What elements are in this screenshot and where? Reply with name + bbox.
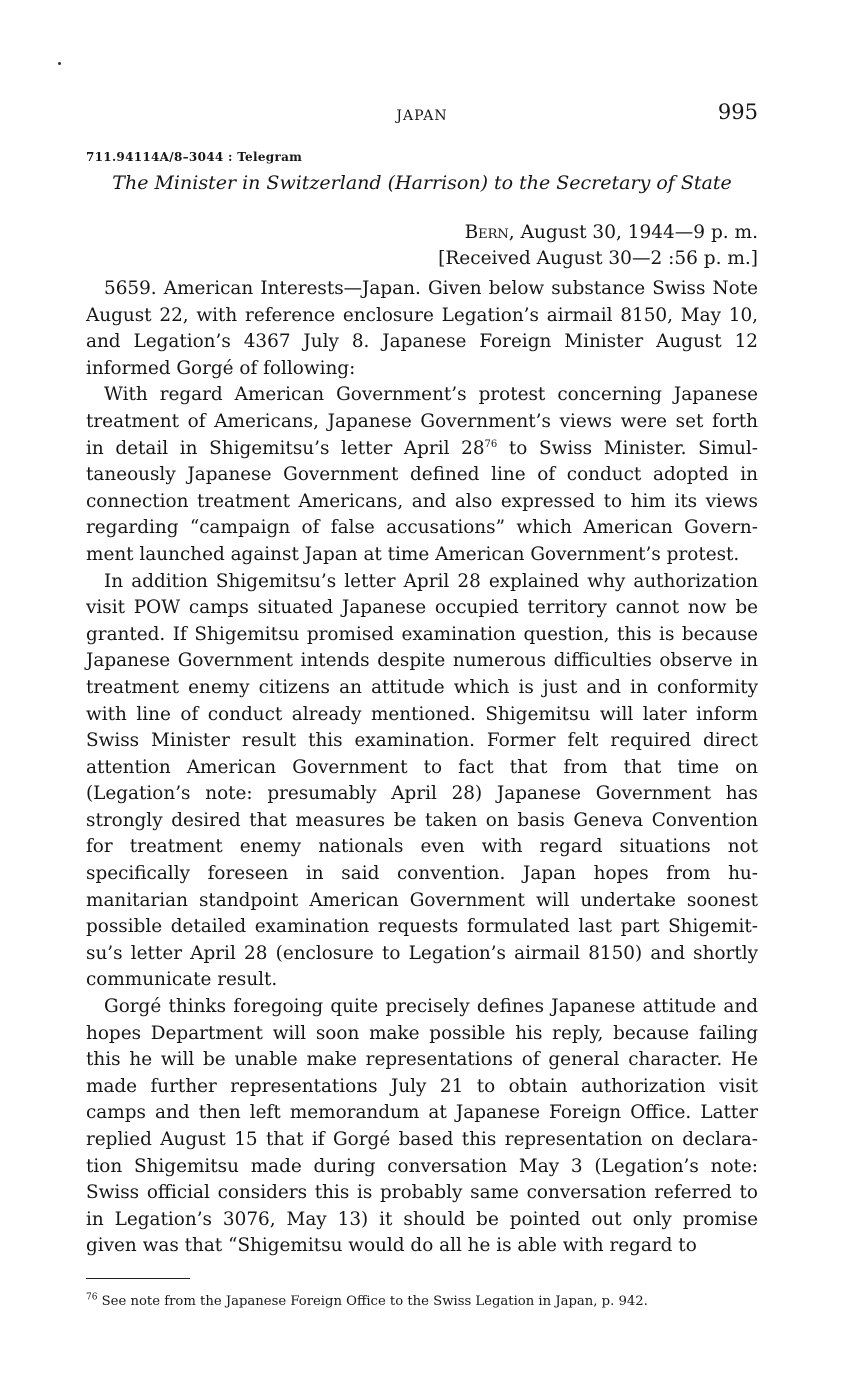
dateline-date: August 30, 1944—9 p. m.: [514, 222, 758, 243]
dateline-received: [Received August 30—2 :56 p. m.]: [438, 248, 758, 269]
dateline: [438, 220, 758, 272]
document-heading: The Minister in Switzerland (Harrison) to the Secretary of State: [112, 172, 732, 194]
paragraph-2: [86, 382, 758, 568]
paragraph-4: Gorgé thinks foregoing quite precisely defines Japanese attitude and hopes Department will soon make possible his reply, because failing this he will be unable make representations of general character. He made further representations July 21 to obtain authorization visit camps and then left memorandum at Japanese Foreign Office. Latter replied August 15 that if Gorgé based this representation on declaration Shigemitsu made during conversation May 3 (Legation’s note: Swiss official considers this is probably same conversation referred to in Legation’s 3076, May 13) it should be pointed out only promise given was that “Shigemitsu would do all he is able with regard to: [86, 996, 758, 1257]
footnote: [86, 1293, 758, 1310]
running-title: JAPAN: [396, 108, 448, 124]
paragraph-2-part-2: to Swiss Minister. Simultaneously Japanese Government defined line of conduct adopted in connection treatment Americans, and also expressed to him its views regarding “campaign of false accusations” which American Government launched against Japan at time American Government’s protest.: [86, 437, 758, 565]
footnote-mark: 76: [86, 1292, 98, 1303]
page-number: 995: [717, 100, 758, 124]
file-reference: 711.94114A/8–3044 : Telegram: [86, 150, 303, 164]
dateline-sent: [438, 220, 758, 246]
telegram-body: [86, 276, 758, 1260]
dateline-place: Bern,: [464, 222, 515, 243]
running-head: [86, 100, 758, 132]
paragraph-3: In addition Shigemitsu’s letter April 28 explained why authorization visit POW camps situated Japanese occupied territory cannot now be granted. If Shigemitsu promised examination question, this is because Japanese Government intends despite numerous difficulties observe in treatment enemy citizens an attitude which is just and in conformity with line of conduct already mentioned. Shigemitsu will later inform Swiss Minister result this examination. Former felt required direct attention American Government to fact that from that time on (Legation’s note: presumably April 28) Japanese Government has strongly desired that measures be taken on basis Geneva Convention for treatment enemy nationals even with regard situations not specifically foreseen in said convention. Japan hopes from humanitarian standpoint American Government will undertake soonest possible detailed examination requests formulated last part Shigemitsu’s letter April 28 (enclosure to Legation’s airmail 8150) and shortly communicate result.: [86, 570, 758, 991]
paragraph-2-part-1: With regard American Government’s protest concerning Japanese treatment of Americans, Japanese Government’s views were set forth in detail in Shigemitsu’s letter April 28: [86, 384, 758, 459]
footnote-text: See note from the Japanese Foreign Office to the Swiss Legation in Japan, p. 942.: [97, 1294, 648, 1309]
paragraph-1: 5659. American Interests—Japan. Given below substance Swiss Note August 22, with reference enclosure Legation’s airmail 8150, May 10, and Legation’s 4367 July 8. Japanese Foreign Minister August 12 informed Gorgé of following:: [86, 278, 758, 379]
footnote-reference: 76: [484, 438, 498, 450]
scan-speck: [58, 62, 61, 65]
footnote-divider: [86, 1278, 190, 1279]
